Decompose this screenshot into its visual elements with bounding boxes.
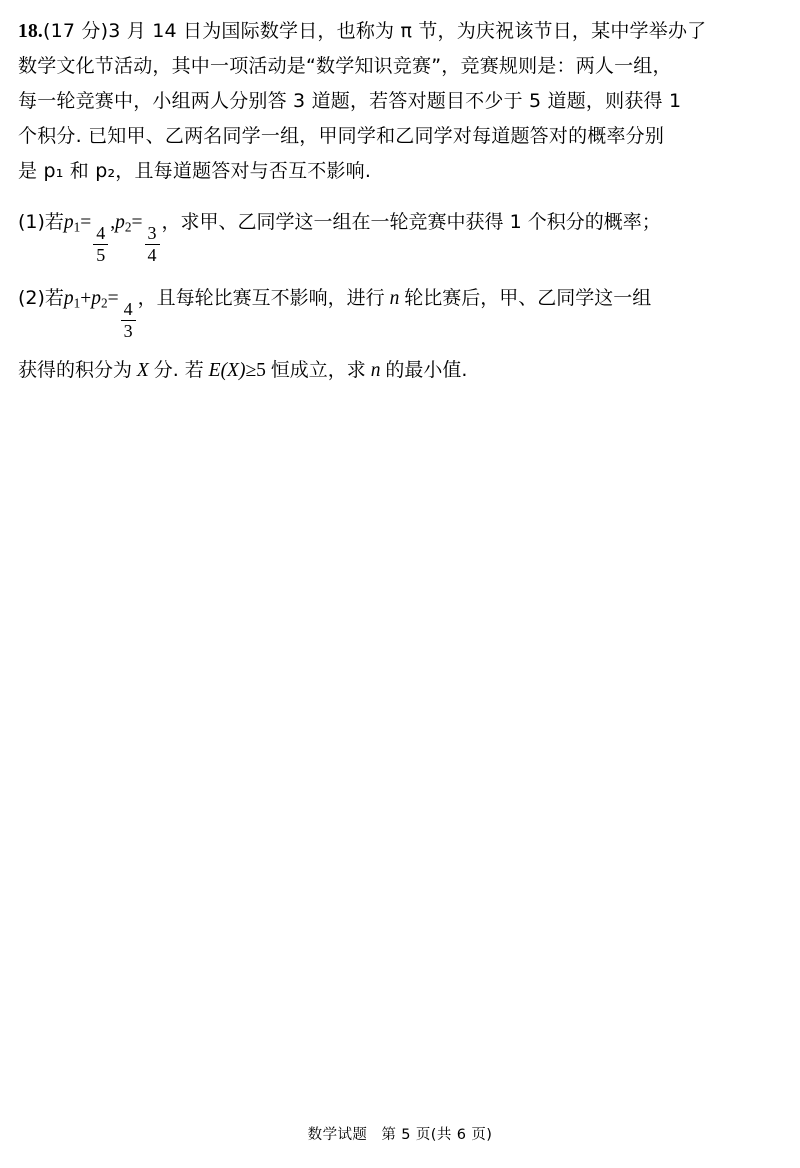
sub1-tail: ，求甲、乙同学这一组在一轮竞赛中获得 1 个积分的概率； <box>161 211 661 233</box>
sub1-eq2: = <box>131 212 143 233</box>
footer-subject: 数学试题 <box>307 1127 368 1143</box>
problem-number: 18. <box>18 21 43 42</box>
sub1-frac1-numerator: 4 <box>96 223 106 244</box>
sub2-var-n2: n <box>370 359 381 381</box>
sub1-prefix: (1)若 <box>18 211 64 233</box>
problem-line-3 <box>18 91 681 112</box>
sub2-frac-denominator: 3 <box>123 320 133 341</box>
sub2-mid2: 轮比赛后，甲、乙同学这一组 <box>404 286 652 309</box>
sub-question-2-row-2 <box>18 355 756 386</box>
sub1-fraction-1 <box>93 224 108 265</box>
problem-text-line-1: 3 月 14 日为国际数学日，也称为 π 节，为庆祝该节日，某中学举办了 <box>108 20 707 42</box>
sub1-var2-sub: 2 <box>124 219 132 235</box>
sub2-fraction <box>121 300 136 341</box>
sub2-inequality: ≥5 <box>245 359 266 381</box>
sub2-var-X: X <box>136 359 149 381</box>
problem-text-line-5: 是 p₁ 和 p₂，且每道题答对与否互不影响. <box>18 160 372 182</box>
problem-18 <box>18 14 756 386</box>
sub1-fraction-2 <box>145 224 160 265</box>
sub2-line2-d: 的最小值. <box>385 358 468 381</box>
sub1-eq: = <box>80 212 92 233</box>
problem-text-line-2: 数学文化节活动，其中一项活动是“数学知识竞赛”，竞赛规则是：两人一组， <box>18 55 672 77</box>
sub2-var2-sub: 2 <box>101 295 108 311</box>
page-footer <box>0 1123 800 1144</box>
sub1-frac2-denominator: 4 <box>147 245 157 266</box>
problem-line-1 <box>18 21 706 42</box>
problem-line-2 <box>18 56 672 77</box>
sub2-var1: p <box>63 287 74 309</box>
problem-points: (17 分) <box>42 20 109 42</box>
sub2-line2-c: 恒成立，求 <box>270 358 366 381</box>
problem-body <box>18 14 756 189</box>
sub2-eq: = <box>107 287 119 309</box>
sub2-var2: p <box>91 287 102 309</box>
sub2-var-n: n <box>389 287 400 309</box>
sub2-mid: ，且每轮比赛互不影响，进行 <box>137 286 385 309</box>
sub-question-2-row-1 <box>18 283 756 341</box>
sub2-prefix: (2)若 <box>18 286 64 309</box>
sub1-var1: p <box>63 212 74 233</box>
sub1-var2: p <box>115 212 125 233</box>
sub1-frac1-denominator: 5 <box>96 245 106 266</box>
sub2-frac-numerator: 4 <box>123 298 133 319</box>
sub-question-1 <box>18 207 756 265</box>
sub2-expectation: E(X) <box>208 359 246 381</box>
sub1-comma: , <box>110 212 116 233</box>
problem-line-5 <box>18 161 371 182</box>
sub2-var1-sub: 1 <box>73 295 81 311</box>
sub2-plus: + <box>80 287 92 309</box>
sub-question-2 <box>18 283 756 386</box>
problem-text-line-3: 每一轮竞赛中，小组两人分别答 3 道题，若答对题目不少于 5 道题，则获得 1 <box>18 90 682 112</box>
sub1-frac2-numerator: 3 <box>147 223 157 244</box>
sub2-line2-a: 获得的积分为 <box>18 358 133 381</box>
sub1-var1-sub: 1 <box>73 219 81 235</box>
sub2-line2-b: 分. 若 <box>153 358 204 381</box>
footer-page-label: 第 5 页(共 6 页) <box>381 1127 493 1143</box>
problem-line-4 <box>18 126 664 147</box>
sub-question-1-row <box>18 207 756 265</box>
problem-text-line-4: 个积分. 已知甲、乙两名同学一组，甲同学和乙同学对每道题答对的概率分别 <box>18 125 665 147</box>
